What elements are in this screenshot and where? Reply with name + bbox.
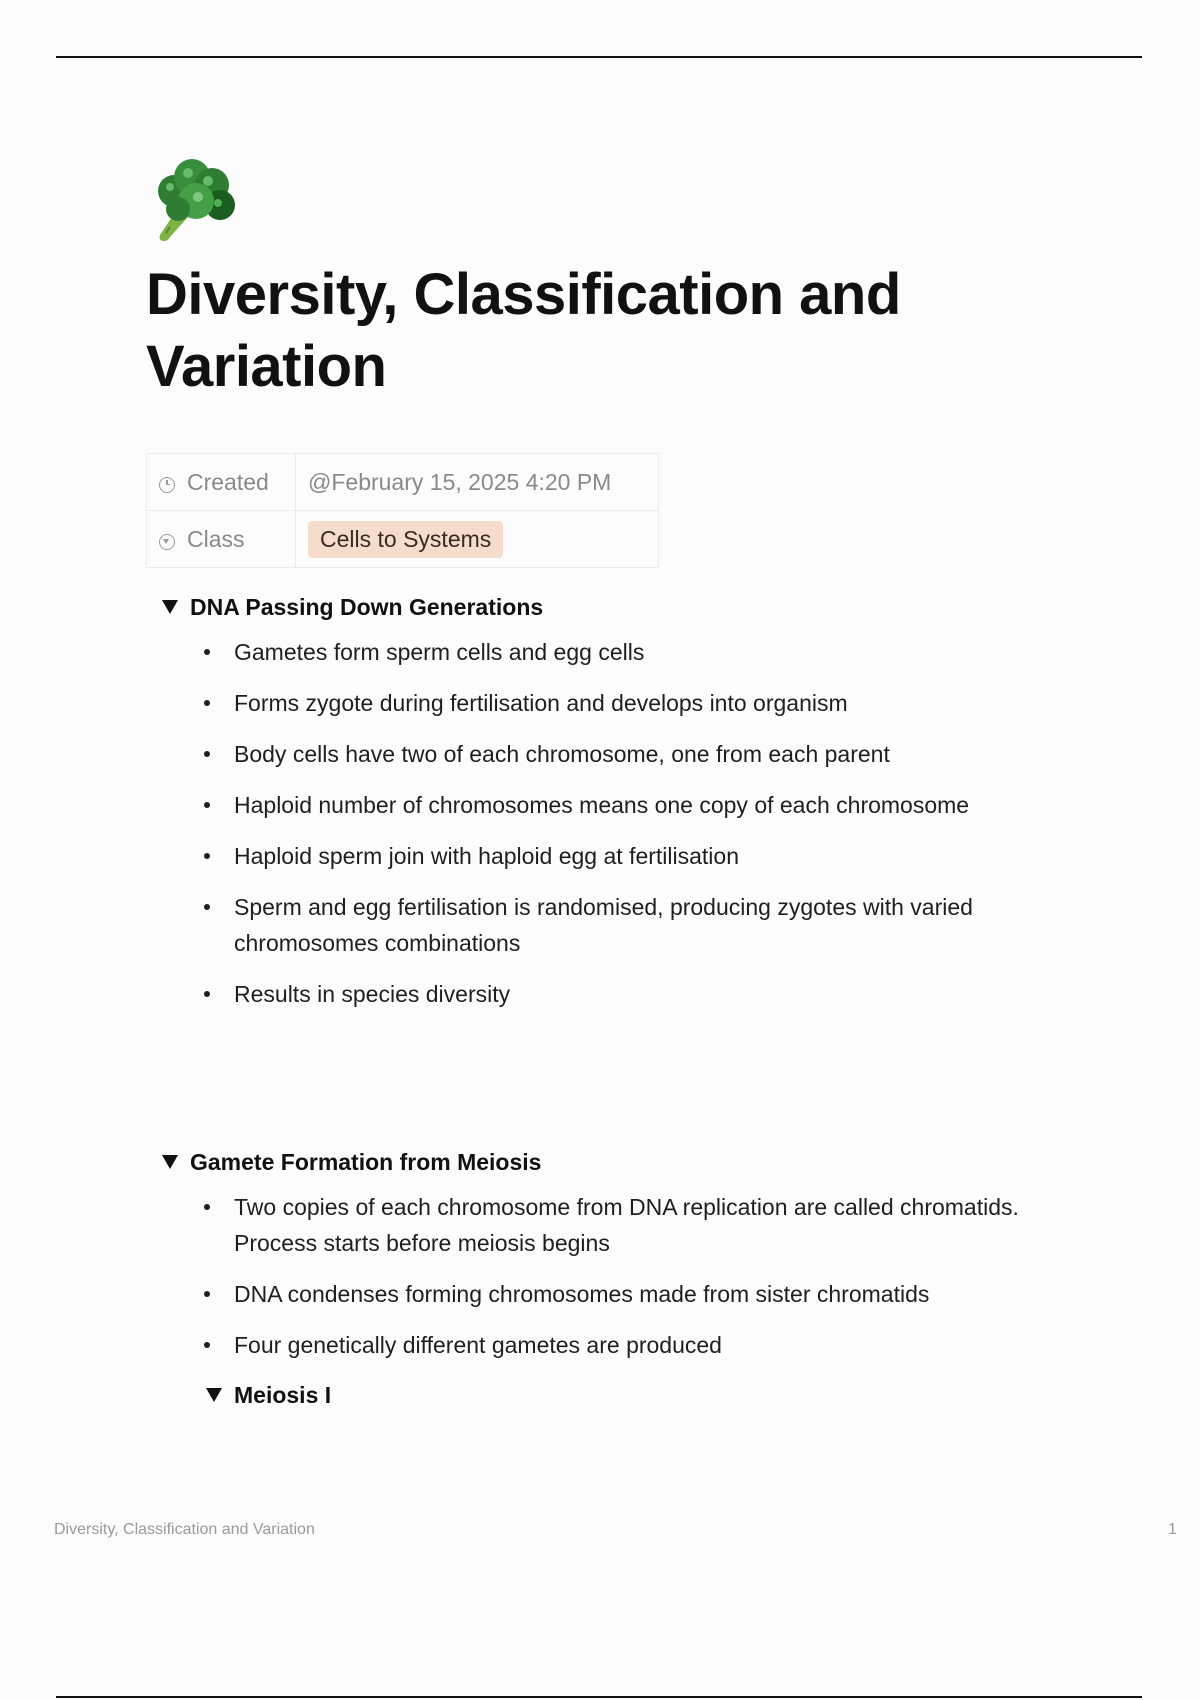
toggle-header[interactable]: [146, 1145, 1076, 1179]
select-icon: [159, 534, 175, 550]
bullet-list: [146, 634, 1076, 1012]
list-item: Haploid sperm join with haploid egg at fertilisation: [204, 838, 1076, 874]
toggle-arrow-icon[interactable]: [162, 600, 178, 614]
list-item: Two copies of each chromosome from DNA replication are called chromatids. Process starts before meiosis begins: [204, 1189, 1076, 1261]
toggle-title: Meiosis I: [234, 1381, 332, 1408]
property-row-created: [147, 454, 659, 511]
property-value-created[interactable]: [296, 454, 659, 511]
list-item: Haploid number of chromosomes means one copy of each chromosome: [204, 787, 1076, 823]
list-item: Gametes form sperm cells and egg cells: [204, 634, 1076, 670]
page-content: [146, 155, 1076, 1412]
toggle-meiosis-1[interactable]: [146, 1378, 1076, 1412]
bullet-list: [146, 1189, 1076, 1363]
created-date: @February 15, 2025 4:20 PM: [308, 468, 612, 495]
toggle-dna-passing: [146, 590, 1076, 1012]
list-item: Body cells have two of each chromosome, one from each parent: [204, 736, 1076, 772]
property-value-class[interactable]: [296, 511, 659, 568]
toggle-gamete-formation: [146, 1145, 1076, 1412]
list-item: Sperm and egg fertilisation is randomised, producing zygotes with varied chromosomes combinations: [204, 889, 1076, 961]
list-item: Results in species diversity: [204, 976, 1076, 1012]
footer-page-number: 1: [1168, 1521, 1177, 1538]
top-rule: [56, 56, 1142, 58]
broccoli-icon: [146, 155, 240, 245]
properties-table: [146, 453, 659, 568]
property-name-class: [147, 511, 296, 568]
page-title: Diversity, Classification and Variation: [146, 262, 901, 399]
bottom-rule: [56, 1696, 1142, 1698]
clock-icon: [159, 477, 175, 493]
toggle-arrow-icon[interactable]: [162, 1155, 178, 1169]
property-row-class: [147, 511, 659, 568]
list-item: Four genetically different gametes are produced: [204, 1327, 1076, 1363]
list-item: DNA condenses forming chromosomes made from sister chromatids: [204, 1276, 1076, 1312]
toggle-arrow-icon[interactable]: [206, 1388, 222, 1402]
toggle-header[interactable]: [146, 590, 1076, 624]
property-name-created: [147, 454, 296, 511]
toggle-title: Gamete Formation from Meiosis: [190, 1148, 542, 1175]
property-label: Created: [187, 468, 269, 495]
property-label: Class: [187, 525, 245, 552]
toggle-title: DNA Passing Down Generations: [190, 593, 544, 620]
class-tag[interactable]: Cells to Systems: [308, 521, 503, 558]
footer-title: Diversity, Classification and Variation: [54, 1521, 315, 1538]
list-item: Forms zygote during fertilisation and develops into organism: [204, 685, 1076, 721]
